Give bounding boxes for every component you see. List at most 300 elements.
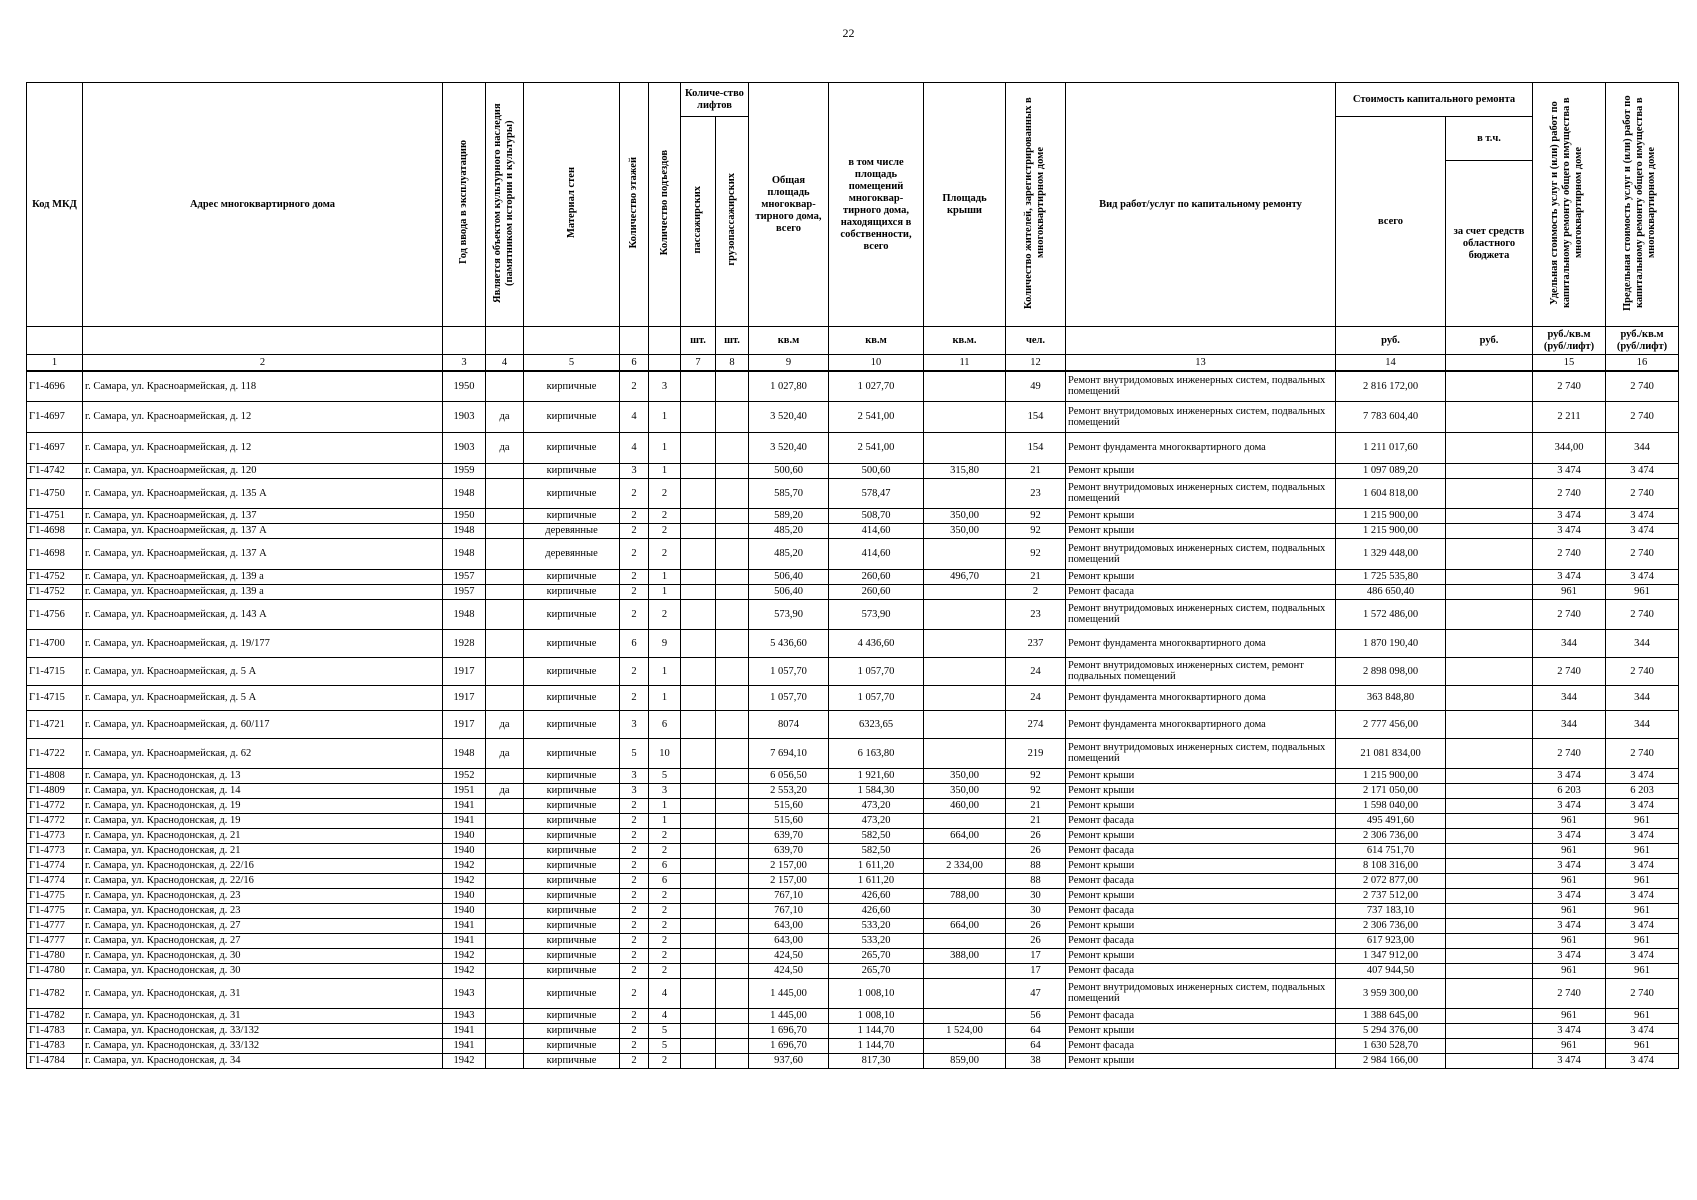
column-number: 11 xyxy=(924,355,1006,372)
cell-cost-total: 7 783 604,40 xyxy=(1336,401,1446,432)
cell-cost-total: 1 215 900,00 xyxy=(1336,508,1446,523)
cell-unit-cost: 344 xyxy=(1533,629,1606,657)
cell-entrances: 6 xyxy=(649,858,681,873)
cell-total-area: 1 057,70 xyxy=(749,657,829,685)
cell-max-cost: 2 740 xyxy=(1606,738,1679,768)
cell-cost-total: 2 816 172,00 xyxy=(1336,371,1446,401)
cell-cost-total: 2 306 736,00 xyxy=(1336,828,1446,843)
table-row xyxy=(27,371,1679,401)
cell-code: Г1-4774 xyxy=(27,873,83,888)
cell-entrances: 1 xyxy=(649,813,681,828)
cell-walls: кирпичные xyxy=(524,710,620,738)
unit-unit-cost: руб./кв.м (руб/лифт) xyxy=(1533,327,1606,355)
cell-lifts-passenger xyxy=(681,478,716,508)
cell-max-cost: 961 xyxy=(1606,1038,1679,1053)
cell-cost-total: 737 183,10 xyxy=(1336,903,1446,918)
cell-address: г. Самара, ул. Краснодонская, д. 22/16 xyxy=(83,858,443,873)
cell-max-cost: 344 xyxy=(1606,432,1679,463)
cell-entrances: 1 xyxy=(649,432,681,463)
cell-cost-total: 8 108 316,00 xyxy=(1336,858,1446,873)
cell-year: 1950 xyxy=(443,508,486,523)
cell-total-area: 937,60 xyxy=(749,1053,829,1068)
cell-entrances: 2 xyxy=(649,538,681,569)
cell-max-cost: 3 474 xyxy=(1606,918,1679,933)
table-row xyxy=(27,963,1679,978)
cell-code: Г1-4742 xyxy=(27,463,83,478)
cell-entrances: 9 xyxy=(649,629,681,657)
cell-cost-total: 2 171 050,00 xyxy=(1336,783,1446,798)
table-row xyxy=(27,783,1679,798)
cell-floors: 2 xyxy=(620,371,649,401)
cell-lifts-freight xyxy=(716,978,749,1008)
unit-residents: чел. xyxy=(1006,327,1066,355)
cell-address: г. Самара, ул. Красноармейская, д. 118 xyxy=(83,371,443,401)
cell-roof-area: 664,00 xyxy=(924,828,1006,843)
cell-walls: кирпичные xyxy=(524,1038,620,1053)
cell-address: г. Самара, ул. Краснодонская, д. 34 xyxy=(83,1053,443,1068)
cell-unit-cost: 344,00 xyxy=(1533,432,1606,463)
cell-work-type: Ремонт фундамента многоквартирного дома xyxy=(1066,432,1336,463)
cell-work-type: Ремонт фасада xyxy=(1066,584,1336,599)
cell-cost-regional xyxy=(1446,629,1533,657)
cell-year: 1903 xyxy=(443,401,486,432)
cell-max-cost: 961 xyxy=(1606,903,1679,918)
cell-owned-area: 2 541,00 xyxy=(829,401,924,432)
cell-code: Г1-4783 xyxy=(27,1038,83,1053)
cell-unit-cost: 3 474 xyxy=(1533,858,1606,873)
cell-walls: кирпичные xyxy=(524,933,620,948)
cell-work-type: Ремонт фасада xyxy=(1066,813,1336,828)
cell-cost-total: 3 959 300,00 xyxy=(1336,978,1446,1008)
cell-cost-regional xyxy=(1446,1008,1533,1023)
cell-walls: кирпичные xyxy=(524,569,620,584)
cell-cost-total: 1 630 528,70 xyxy=(1336,1038,1446,1053)
cell-roof-area xyxy=(924,738,1006,768)
cell-heritage: да xyxy=(486,710,524,738)
cell-unit-cost: 3 474 xyxy=(1533,463,1606,478)
cell-heritage xyxy=(486,918,524,933)
cell-cost-regional xyxy=(1446,508,1533,523)
cell-unit-cost: 6 203 xyxy=(1533,783,1606,798)
cell-work-type: Ремонт крыши xyxy=(1066,1053,1336,1068)
cell-lifts-freight xyxy=(716,948,749,963)
cell-address: г. Самара, ул. Красноармейская, д. 135 А xyxy=(83,478,443,508)
header-code: Код МКД xyxy=(27,83,83,327)
cell-cost-total: 1 604 818,00 xyxy=(1336,478,1446,508)
header-year: Год ввода в эксплуатацию xyxy=(443,83,486,327)
cell-floors: 2 xyxy=(620,599,649,629)
cell-lifts-freight xyxy=(716,584,749,599)
cell-cost-total: 5 294 376,00 xyxy=(1336,1023,1446,1038)
cell-lifts-passenger xyxy=(681,858,716,873)
unit-roof: кв.м. xyxy=(924,327,1006,355)
cell-floors: 2 xyxy=(620,657,649,685)
cell-lifts-passenger xyxy=(681,432,716,463)
cell-roof-area: 496,70 xyxy=(924,569,1006,584)
cell-total-area: 1 696,70 xyxy=(749,1023,829,1038)
cell-heritage xyxy=(486,948,524,963)
cell-max-cost: 2 740 xyxy=(1606,371,1679,401)
header-cost-regional: за счет средств областного бюджета xyxy=(1446,161,1533,327)
cell-owned-area: 508,70 xyxy=(829,508,924,523)
cell-total-area: 5 436,60 xyxy=(749,629,829,657)
cell-heritage xyxy=(486,463,524,478)
cell-year: 1941 xyxy=(443,1023,486,1038)
cell-work-type: Ремонт крыши xyxy=(1066,948,1336,963)
cell-residents: 88 xyxy=(1006,873,1066,888)
cell-unit-cost: 961 xyxy=(1533,584,1606,599)
cell-roof-area: 315,80 xyxy=(924,463,1006,478)
cell-walls: кирпичные xyxy=(524,478,620,508)
cell-owned-area: 817,30 xyxy=(829,1053,924,1068)
cell-residents: 154 xyxy=(1006,432,1066,463)
cell-owned-area: 1 008,10 xyxy=(829,978,924,1008)
cell-walls: кирпичные xyxy=(524,828,620,843)
cell-cost-total: 1 388 645,00 xyxy=(1336,1008,1446,1023)
column-numbers-row xyxy=(27,355,1679,372)
cell-heritage xyxy=(486,963,524,978)
cell-lifts-freight xyxy=(716,508,749,523)
cell-cost-total: 1 211 017,60 xyxy=(1336,432,1446,463)
header-total-area: Общая площадь многоквар-тирного дома, всего xyxy=(749,83,829,327)
cell-owned-area: 260,60 xyxy=(829,569,924,584)
cell-max-cost: 3 474 xyxy=(1606,523,1679,538)
table-row xyxy=(27,873,1679,888)
cell-floors: 2 xyxy=(620,569,649,584)
cell-cost-total: 614 751,70 xyxy=(1336,843,1446,858)
cell-year: 1903 xyxy=(443,432,486,463)
cell-residents: 26 xyxy=(1006,843,1066,858)
cell-residents: 56 xyxy=(1006,1008,1066,1023)
column-number: 10 xyxy=(829,355,924,372)
cell-lifts-passenger xyxy=(681,933,716,948)
cell-total-area: 485,20 xyxy=(749,523,829,538)
cell-roof-area: 350,00 xyxy=(924,508,1006,523)
cell-address: г. Самара, ул. Краснодонская, д. 22/16 xyxy=(83,873,443,888)
header-owned-area: в том числе площадь помещений многоквар-тирного дома, находящихся в собственности, всего xyxy=(829,83,924,327)
cell-total-area: 424,50 xyxy=(749,963,829,978)
cell-walls: кирпичные xyxy=(524,371,620,401)
cell-owned-area: 426,60 xyxy=(829,903,924,918)
table-row xyxy=(27,569,1679,584)
cell-year: 1957 xyxy=(443,584,486,599)
cell-total-area: 767,10 xyxy=(749,903,829,918)
column-number: 5 xyxy=(524,355,620,372)
cell-floors: 4 xyxy=(620,432,649,463)
cell-code: Г1-4809 xyxy=(27,783,83,798)
cell-unit-cost: 3 474 xyxy=(1533,569,1606,584)
cell-total-area: 643,00 xyxy=(749,918,829,933)
cell-roof-area xyxy=(924,371,1006,401)
cell-work-type: Ремонт внутридомовых инженерных систем, подвальных помещений xyxy=(1066,738,1336,768)
cell-max-cost: 3 474 xyxy=(1606,569,1679,584)
cell-address: г. Самара, ул. Краснодонская, д. 31 xyxy=(83,1008,443,1023)
cell-max-cost: 3 474 xyxy=(1606,828,1679,843)
cell-owned-area: 578,47 xyxy=(829,478,924,508)
cell-year: 1940 xyxy=(443,843,486,858)
cell-entrances: 3 xyxy=(649,783,681,798)
cell-lifts-freight xyxy=(716,1038,749,1053)
cell-code: Г1-4751 xyxy=(27,508,83,523)
cell-floors: 2 xyxy=(620,888,649,903)
cell-entrances: 2 xyxy=(649,508,681,523)
cell-work-type: Ремонт фасада xyxy=(1066,873,1336,888)
cell-work-type: Ремонт внутридомовых инженерных систем, подвальных помещений xyxy=(1066,599,1336,629)
cell-cost-total: 2 777 456,00 xyxy=(1336,710,1446,738)
cell-cost-total: 2 737 512,00 xyxy=(1336,888,1446,903)
cell-floors: 2 xyxy=(620,813,649,828)
table-row xyxy=(27,918,1679,933)
table-row xyxy=(27,768,1679,783)
cell-work-type: Ремонт крыши xyxy=(1066,508,1336,523)
cell-lifts-passenger xyxy=(681,463,716,478)
table-row xyxy=(27,657,1679,685)
cell-unit-cost: 3 474 xyxy=(1533,918,1606,933)
repair-register-table xyxy=(26,82,1679,1069)
cell-unit-cost: 3 474 xyxy=(1533,508,1606,523)
cell-lifts-passenger xyxy=(681,1038,716,1053)
cell-year: 1952 xyxy=(443,768,486,783)
table-row xyxy=(27,843,1679,858)
cell-lifts-freight xyxy=(716,401,749,432)
cell-residents: 26 xyxy=(1006,918,1066,933)
cell-lifts-freight xyxy=(716,478,749,508)
cell-address: г. Самара, ул. Красноармейская, д. 139 а xyxy=(83,584,443,599)
cell-roof-area xyxy=(924,685,1006,710)
cell-cost-regional xyxy=(1446,843,1533,858)
cell-year: 1940 xyxy=(443,828,486,843)
cell-work-type: Ремонт крыши xyxy=(1066,828,1336,843)
cell-floors: 2 xyxy=(620,918,649,933)
cell-heritage xyxy=(486,798,524,813)
cell-owned-area: 414,60 xyxy=(829,538,924,569)
unit-lifts-passenger: шт. xyxy=(681,327,716,355)
cell-roof-area xyxy=(924,873,1006,888)
header-entrances: Количество подъездов xyxy=(649,83,681,327)
column-number: 4 xyxy=(486,355,524,372)
cell-residents: 92 xyxy=(1006,523,1066,538)
cell-walls: кирпичные xyxy=(524,685,620,710)
table-row xyxy=(27,858,1679,873)
cell-unit-cost: 961 xyxy=(1533,963,1606,978)
cell-owned-area: 500,60 xyxy=(829,463,924,478)
cell-unit-cost: 2 740 xyxy=(1533,371,1606,401)
cell-max-cost: 3 474 xyxy=(1606,798,1679,813)
cell-residents: 17 xyxy=(1006,948,1066,963)
cell-unit-cost: 2 211 xyxy=(1533,401,1606,432)
table-row xyxy=(27,538,1679,569)
cell-max-cost: 961 xyxy=(1606,933,1679,948)
cell-floors: 2 xyxy=(620,1053,649,1068)
cell-owned-area: 4 436,60 xyxy=(829,629,924,657)
cell-floors: 3 xyxy=(620,768,649,783)
column-number: 16 xyxy=(1606,355,1679,372)
cell-code: Г1-4777 xyxy=(27,918,83,933)
cell-address: г. Самара, ул. Краснодонская, д. 30 xyxy=(83,963,443,978)
cell-roof-area: 350,00 xyxy=(924,768,1006,783)
cell-code: Г1-4721 xyxy=(27,710,83,738)
cell-address: г. Самара, ул. Краснодонская, д. 19 xyxy=(83,798,443,813)
cell-residents: 92 xyxy=(1006,538,1066,569)
cell-roof-area xyxy=(924,584,1006,599)
column-number: 7 xyxy=(681,355,716,372)
cell-entrances: 2 xyxy=(649,963,681,978)
cell-code: Г1-4715 xyxy=(27,685,83,710)
cell-lifts-freight xyxy=(716,888,749,903)
cell-total-area: 767,10 xyxy=(749,888,829,903)
cell-cost-total: 2 072 877,00 xyxy=(1336,873,1446,888)
cell-cost-regional xyxy=(1446,569,1533,584)
column-number: 14 xyxy=(1336,355,1446,372)
cell-floors: 2 xyxy=(620,478,649,508)
cell-max-cost: 344 xyxy=(1606,685,1679,710)
cell-lifts-freight xyxy=(716,903,749,918)
cell-address: г. Самара, ул. Краснодонская, д. 21 xyxy=(83,828,443,843)
cell-lifts-passenger xyxy=(681,828,716,843)
cell-entrances: 1 xyxy=(649,463,681,478)
cell-address: г. Самара, ул. Краснодонская, д. 23 xyxy=(83,903,443,918)
cell-work-type: Ремонт крыши xyxy=(1066,523,1336,538)
cell-unit-cost: 2 740 xyxy=(1533,599,1606,629)
cell-owned-area: 1 057,70 xyxy=(829,657,924,685)
column-number: 6 xyxy=(620,355,649,372)
cell-unit-cost: 2 740 xyxy=(1533,738,1606,768)
header-heritage: Является объектом культурного наследия (памятником истории и культуры) xyxy=(486,83,524,327)
table-row xyxy=(27,903,1679,918)
cell-max-cost: 3 474 xyxy=(1606,1053,1679,1068)
header-max-cost: Предельная стоимость услуг и (или) работ по капитальному ремонту общего имущества в многоквартирном доме xyxy=(1606,83,1679,327)
cell-lifts-passenger xyxy=(681,629,716,657)
cell-floors: 2 xyxy=(620,685,649,710)
cell-lifts-freight xyxy=(716,463,749,478)
cell-roof-area: 1 524,00 xyxy=(924,1023,1006,1038)
cell-total-area: 1 057,70 xyxy=(749,685,829,710)
cell-lifts-passenger xyxy=(681,584,716,599)
cell-address: г. Самара, ул. Красноармейская, д. 137 А xyxy=(83,538,443,569)
cell-entrances: 2 xyxy=(649,948,681,963)
cell-max-cost: 961 xyxy=(1606,843,1679,858)
cell-residents: 21 xyxy=(1006,798,1066,813)
cell-work-type: Ремонт крыши xyxy=(1066,798,1336,813)
cell-max-cost: 3 474 xyxy=(1606,948,1679,963)
cell-lifts-passenger xyxy=(681,1008,716,1023)
cell-residents: 237 xyxy=(1006,629,1066,657)
cell-year: 1957 xyxy=(443,569,486,584)
cell-total-area: 639,70 xyxy=(749,828,829,843)
cell-entrances: 2 xyxy=(649,1053,681,1068)
cell-work-type: Ремонт фундамента многоквартирного дома xyxy=(1066,685,1336,710)
cell-cost-regional xyxy=(1446,933,1533,948)
cell-lifts-freight xyxy=(716,371,749,401)
cell-lifts-freight xyxy=(716,657,749,685)
cell-lifts-freight xyxy=(716,858,749,873)
cell-lifts-freight xyxy=(716,963,749,978)
cell-cost-total: 1 097 089,20 xyxy=(1336,463,1446,478)
header-lifts-passenger: пассажирских xyxy=(681,117,716,327)
cell-entrances: 2 xyxy=(649,918,681,933)
cell-lifts-passenger xyxy=(681,685,716,710)
cell-lifts-passenger xyxy=(681,978,716,1008)
cell-lifts-freight xyxy=(716,1008,749,1023)
cell-unit-cost: 961 xyxy=(1533,1038,1606,1053)
cell-cost-total: 2 898 098,00 xyxy=(1336,657,1446,685)
cell-lifts-freight xyxy=(716,798,749,813)
cell-floors: 2 xyxy=(620,933,649,948)
cell-heritage xyxy=(486,873,524,888)
cell-owned-area: 1 921,60 xyxy=(829,768,924,783)
cell-cost-regional xyxy=(1446,538,1533,569)
cell-total-area: 506,40 xyxy=(749,569,829,584)
cell-entrances: 2 xyxy=(649,828,681,843)
cell-cost-total: 1 725 535,80 xyxy=(1336,569,1446,584)
cell-lifts-passenger xyxy=(681,843,716,858)
cell-entrances: 6 xyxy=(649,710,681,738)
unit-cost-total: руб. xyxy=(1336,327,1446,355)
cell-residents: 24 xyxy=(1006,685,1066,710)
cell-cost-total: 1 215 900,00 xyxy=(1336,523,1446,538)
cell-walls: кирпичные xyxy=(524,629,620,657)
cell-walls: кирпичные xyxy=(524,903,620,918)
column-number: 3 xyxy=(443,355,486,372)
cell-entrances: 5 xyxy=(649,768,681,783)
header-address: Адрес многоквартирного дома xyxy=(83,83,443,327)
cell-cost-regional xyxy=(1446,1038,1533,1053)
cell-lifts-freight xyxy=(716,813,749,828)
cell-floors: 2 xyxy=(620,948,649,963)
cell-lifts-passenger xyxy=(681,538,716,569)
cell-unit-cost: 961 xyxy=(1533,903,1606,918)
cell-code: Г1-4782 xyxy=(27,1008,83,1023)
cell-lifts-freight xyxy=(716,685,749,710)
cell-owned-area: 1 027,70 xyxy=(829,371,924,401)
cell-address: г. Самара, ул. Краснодонская, д. 21 xyxy=(83,843,443,858)
cell-max-cost: 961 xyxy=(1606,584,1679,599)
cell-code: Г1-4775 xyxy=(27,903,83,918)
cell-code: Г1-4780 xyxy=(27,948,83,963)
column-number: 15 xyxy=(1533,355,1606,372)
cell-lifts-passenger xyxy=(681,948,716,963)
cell-roof-area xyxy=(924,657,1006,685)
cell-work-type: Ремонт фасада xyxy=(1066,963,1336,978)
cell-lifts-passenger xyxy=(681,918,716,933)
cell-max-cost: 2 740 xyxy=(1606,978,1679,1008)
cell-cost-regional xyxy=(1446,432,1533,463)
cell-work-type: Ремонт внутридомовых инженерных систем, подвальных помещений xyxy=(1066,401,1336,432)
cell-cost-regional xyxy=(1446,1023,1533,1038)
cell-max-cost: 2 740 xyxy=(1606,657,1679,685)
cell-floors: 2 xyxy=(620,858,649,873)
cell-code: Г1-4750 xyxy=(27,478,83,508)
table-row xyxy=(27,933,1679,948)
cell-lifts-passenger xyxy=(681,888,716,903)
cell-unit-cost: 961 xyxy=(1533,933,1606,948)
cell-year: 1948 xyxy=(443,738,486,768)
cell-year: 1941 xyxy=(443,813,486,828)
cell-address: г. Самара, ул. Краснодонская, д. 23 xyxy=(83,888,443,903)
cell-unit-cost: 2 740 xyxy=(1533,657,1606,685)
cell-heritage xyxy=(486,768,524,783)
cell-code: Г1-4784 xyxy=(27,1053,83,1068)
cell-residents: 47 xyxy=(1006,978,1066,1008)
cell-walls: кирпичные xyxy=(524,768,620,783)
cell-total-area: 3 520,40 xyxy=(749,432,829,463)
cell-walls: кирпичные xyxy=(524,1053,620,1068)
cell-work-type: Ремонт внутридомовых инженерных систем, ремонт подвальных помещений xyxy=(1066,657,1336,685)
cell-work-type: Ремонт крыши xyxy=(1066,463,1336,478)
cell-code: Г1-4775 xyxy=(27,888,83,903)
cell-heritage: да xyxy=(486,783,524,798)
cell-roof-area: 350,00 xyxy=(924,783,1006,798)
